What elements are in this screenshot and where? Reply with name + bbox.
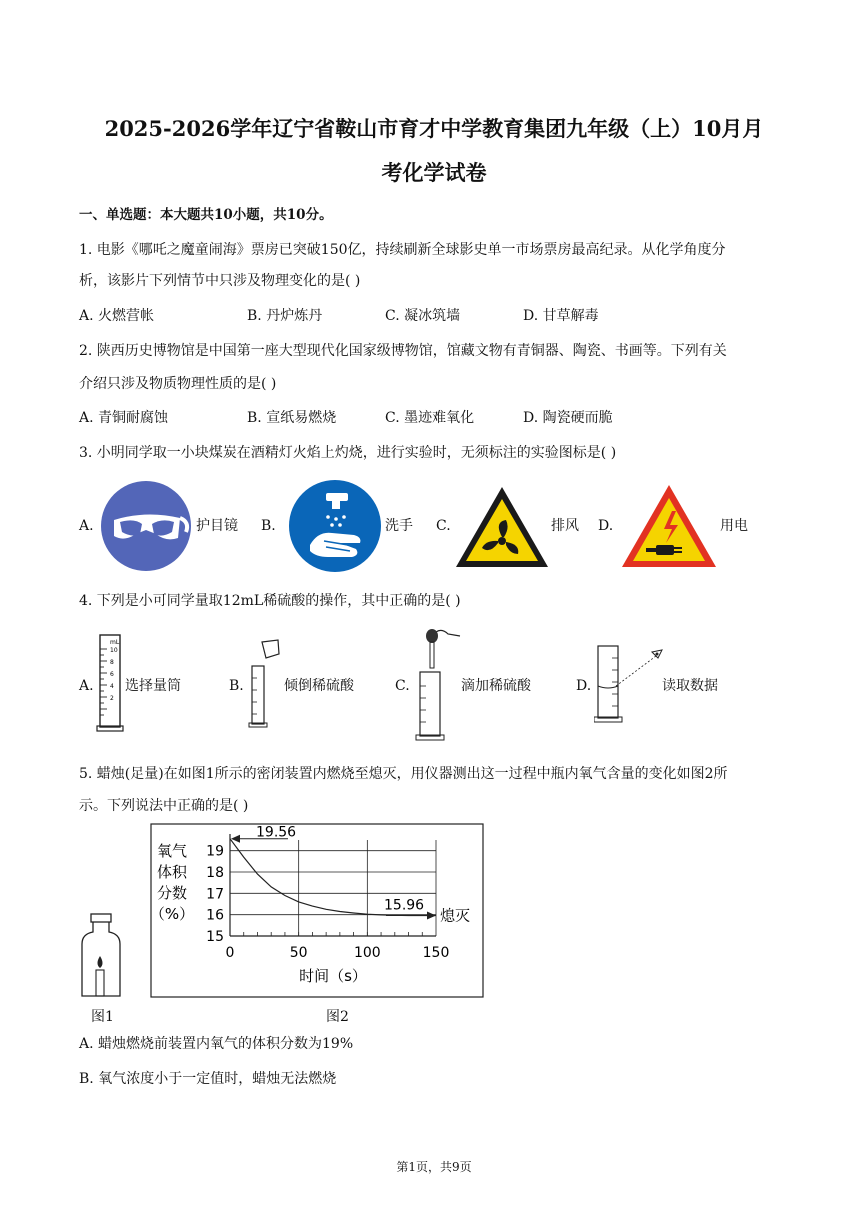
- y-tick-label: 18: [206, 865, 224, 881]
- y-tick-label: 19: [206, 843, 224, 860]
- x-tick-label: 0: [225, 945, 235, 961]
- q3-label-a: 护目镜: [196, 518, 238, 534]
- q3-stem: 3. 小明同学取一小块煤炭在酒精灯火焰上灼烧，进行实验时，无须标注的实验图标是( ): [79, 445, 617, 461]
- y-axis-label: 分数: [156, 884, 188, 902]
- q5-stem-line2: 示。下列说法中正确的是( ): [79, 798, 249, 814]
- q4-letter-c: C.: [395, 678, 410, 694]
- goggles-icon: [100, 480, 192, 572]
- q1-option-c: C. 凝冰筑墙: [385, 308, 461, 324]
- q3-label-b: 洗手: [385, 518, 413, 534]
- y-axis-label: （%）: [150, 905, 195, 923]
- q3-letter-a: A.: [79, 518, 94, 534]
- exam-title-line1: 2025-2026学年辽宁省鞍山市育才中学教育集团九年级（上）10月月: [104, 116, 764, 141]
- cylinder-mark-2: 2: [110, 695, 114, 702]
- q5-option-b: B. 氧气浓度小于一定值时，蜡烛无法燃烧: [79, 1071, 337, 1087]
- page-footer: 第1页，共9页: [396, 1160, 472, 1174]
- x-tick-label: 100: [353, 945, 381, 961]
- figure2-caption: 图2: [326, 1009, 349, 1025]
- figure1-caption: 图1: [91, 1009, 114, 1025]
- electricity-hazard-icon: [620, 481, 718, 571]
- q1-option-d: D. 甘草解毒: [523, 308, 599, 324]
- q4-letter-d: D.: [576, 678, 592, 694]
- annotation-end-value: 15.96: [384, 897, 425, 914]
- q3-letter-c: C.: [436, 518, 451, 534]
- exam-title-line2: 考化学试卷: [381, 160, 487, 185]
- q5-stem-line1: 5. 蜡烛(足量)在如图1所示的密闭装置内燃烧至熄灭，用仪器测出这一过程中瓶内氧气含量的变化如图2所: [79, 766, 728, 782]
- q1-option-b: B. 丹炉炼丹: [247, 308, 323, 324]
- q3-letter-b: B.: [261, 518, 276, 534]
- q1-stem-line1: 1. 电影《哪吒之魔童闹海》票房已突破150亿，持续刷新全球影史单一市场票房最高纪录。从化学角度分: [79, 242, 726, 258]
- hand-wash-icon: [288, 479, 382, 573]
- y-axis-label: 氧气: [156, 842, 188, 860]
- q2-stem-line2: 介绍只涉及物质物理性质的是( ): [79, 376, 277, 392]
- annotation-start-value: 19.56: [256, 824, 297, 841]
- q1-option-a: A. 火燃营帐: [79, 308, 155, 324]
- cylinder-mark-10: 10: [110, 647, 118, 654]
- oxygen-chart: [150, 823, 484, 998]
- section-heading: 一、单选题：本大题共10小题，共10分。: [79, 207, 333, 223]
- pouring-acid-icon: [246, 638, 282, 730]
- q2-stem-line1: 2. 陕西历史博物馆是中国第一座大型现代化国家级博物馆，馆藏文物有青铜器、陶瓷、书画等。下列有关: [79, 343, 727, 359]
- q4-letter-b: B.: [229, 678, 244, 694]
- cylinder-mark-6: 6: [110, 671, 114, 678]
- q1-stem-line2: 析，该影片下列情节中只涉及物理变化的是( ): [79, 273, 361, 289]
- reading-cylinder-icon: [594, 642, 666, 726]
- y-tick-label: 17: [206, 886, 224, 903]
- y-axis-label: 体积: [156, 863, 188, 881]
- y-tick-label: 15: [206, 929, 224, 945]
- q3-label-d: 用电: [720, 518, 748, 534]
- candle-jar-figure: [78, 910, 124, 1002]
- q4-label-c: 滴加稀硫酸: [461, 678, 531, 694]
- q2-option-d: D. 陶瓷硬而脆: [523, 410, 613, 426]
- q4-label-a: 选择量筒: [125, 678, 181, 694]
- q2-option-b: B. 宣纸易燃烧: [247, 410, 337, 426]
- ventilation-fan-icon: [454, 484, 550, 570]
- cylinder-mark-4: 4: [110, 683, 114, 690]
- annotation-extinguished: 熄灭: [440, 906, 471, 925]
- x-tick-label: 150: [422, 945, 450, 961]
- q4-label-d: 读取数据: [662, 678, 718, 694]
- graduated-cylinder-icon: [96, 633, 126, 733]
- q3-letter-d: D.: [598, 518, 614, 534]
- q4-letter-a: A.: [79, 678, 94, 694]
- q5-option-a: A. 蜡烛燃烧前装置内氧气的体积分数为19%: [79, 1036, 354, 1052]
- q3-label-c: 排风: [551, 518, 579, 534]
- q4-label-b: 倾倒稀硫酸: [284, 678, 354, 694]
- x-axis-label: 时间（s）: [299, 967, 367, 985]
- q4-stem: 4. 下列是小可同学量取12mL稀硫酸的操作，其中正确的是( ): [79, 593, 461, 609]
- q2-option-c: C. 墨迹难氧化: [385, 410, 475, 426]
- dropper-cylinder-icon: [412, 626, 462, 742]
- y-tick-label: 16: [206, 907, 224, 924]
- cylinder-mark-8: 8: [110, 659, 114, 666]
- q2-option-a: A. 青铜耐腐蚀: [79, 410, 169, 426]
- x-tick-label: 50: [289, 945, 308, 961]
- cylinder-unit-mark: mL: [110, 639, 120, 646]
